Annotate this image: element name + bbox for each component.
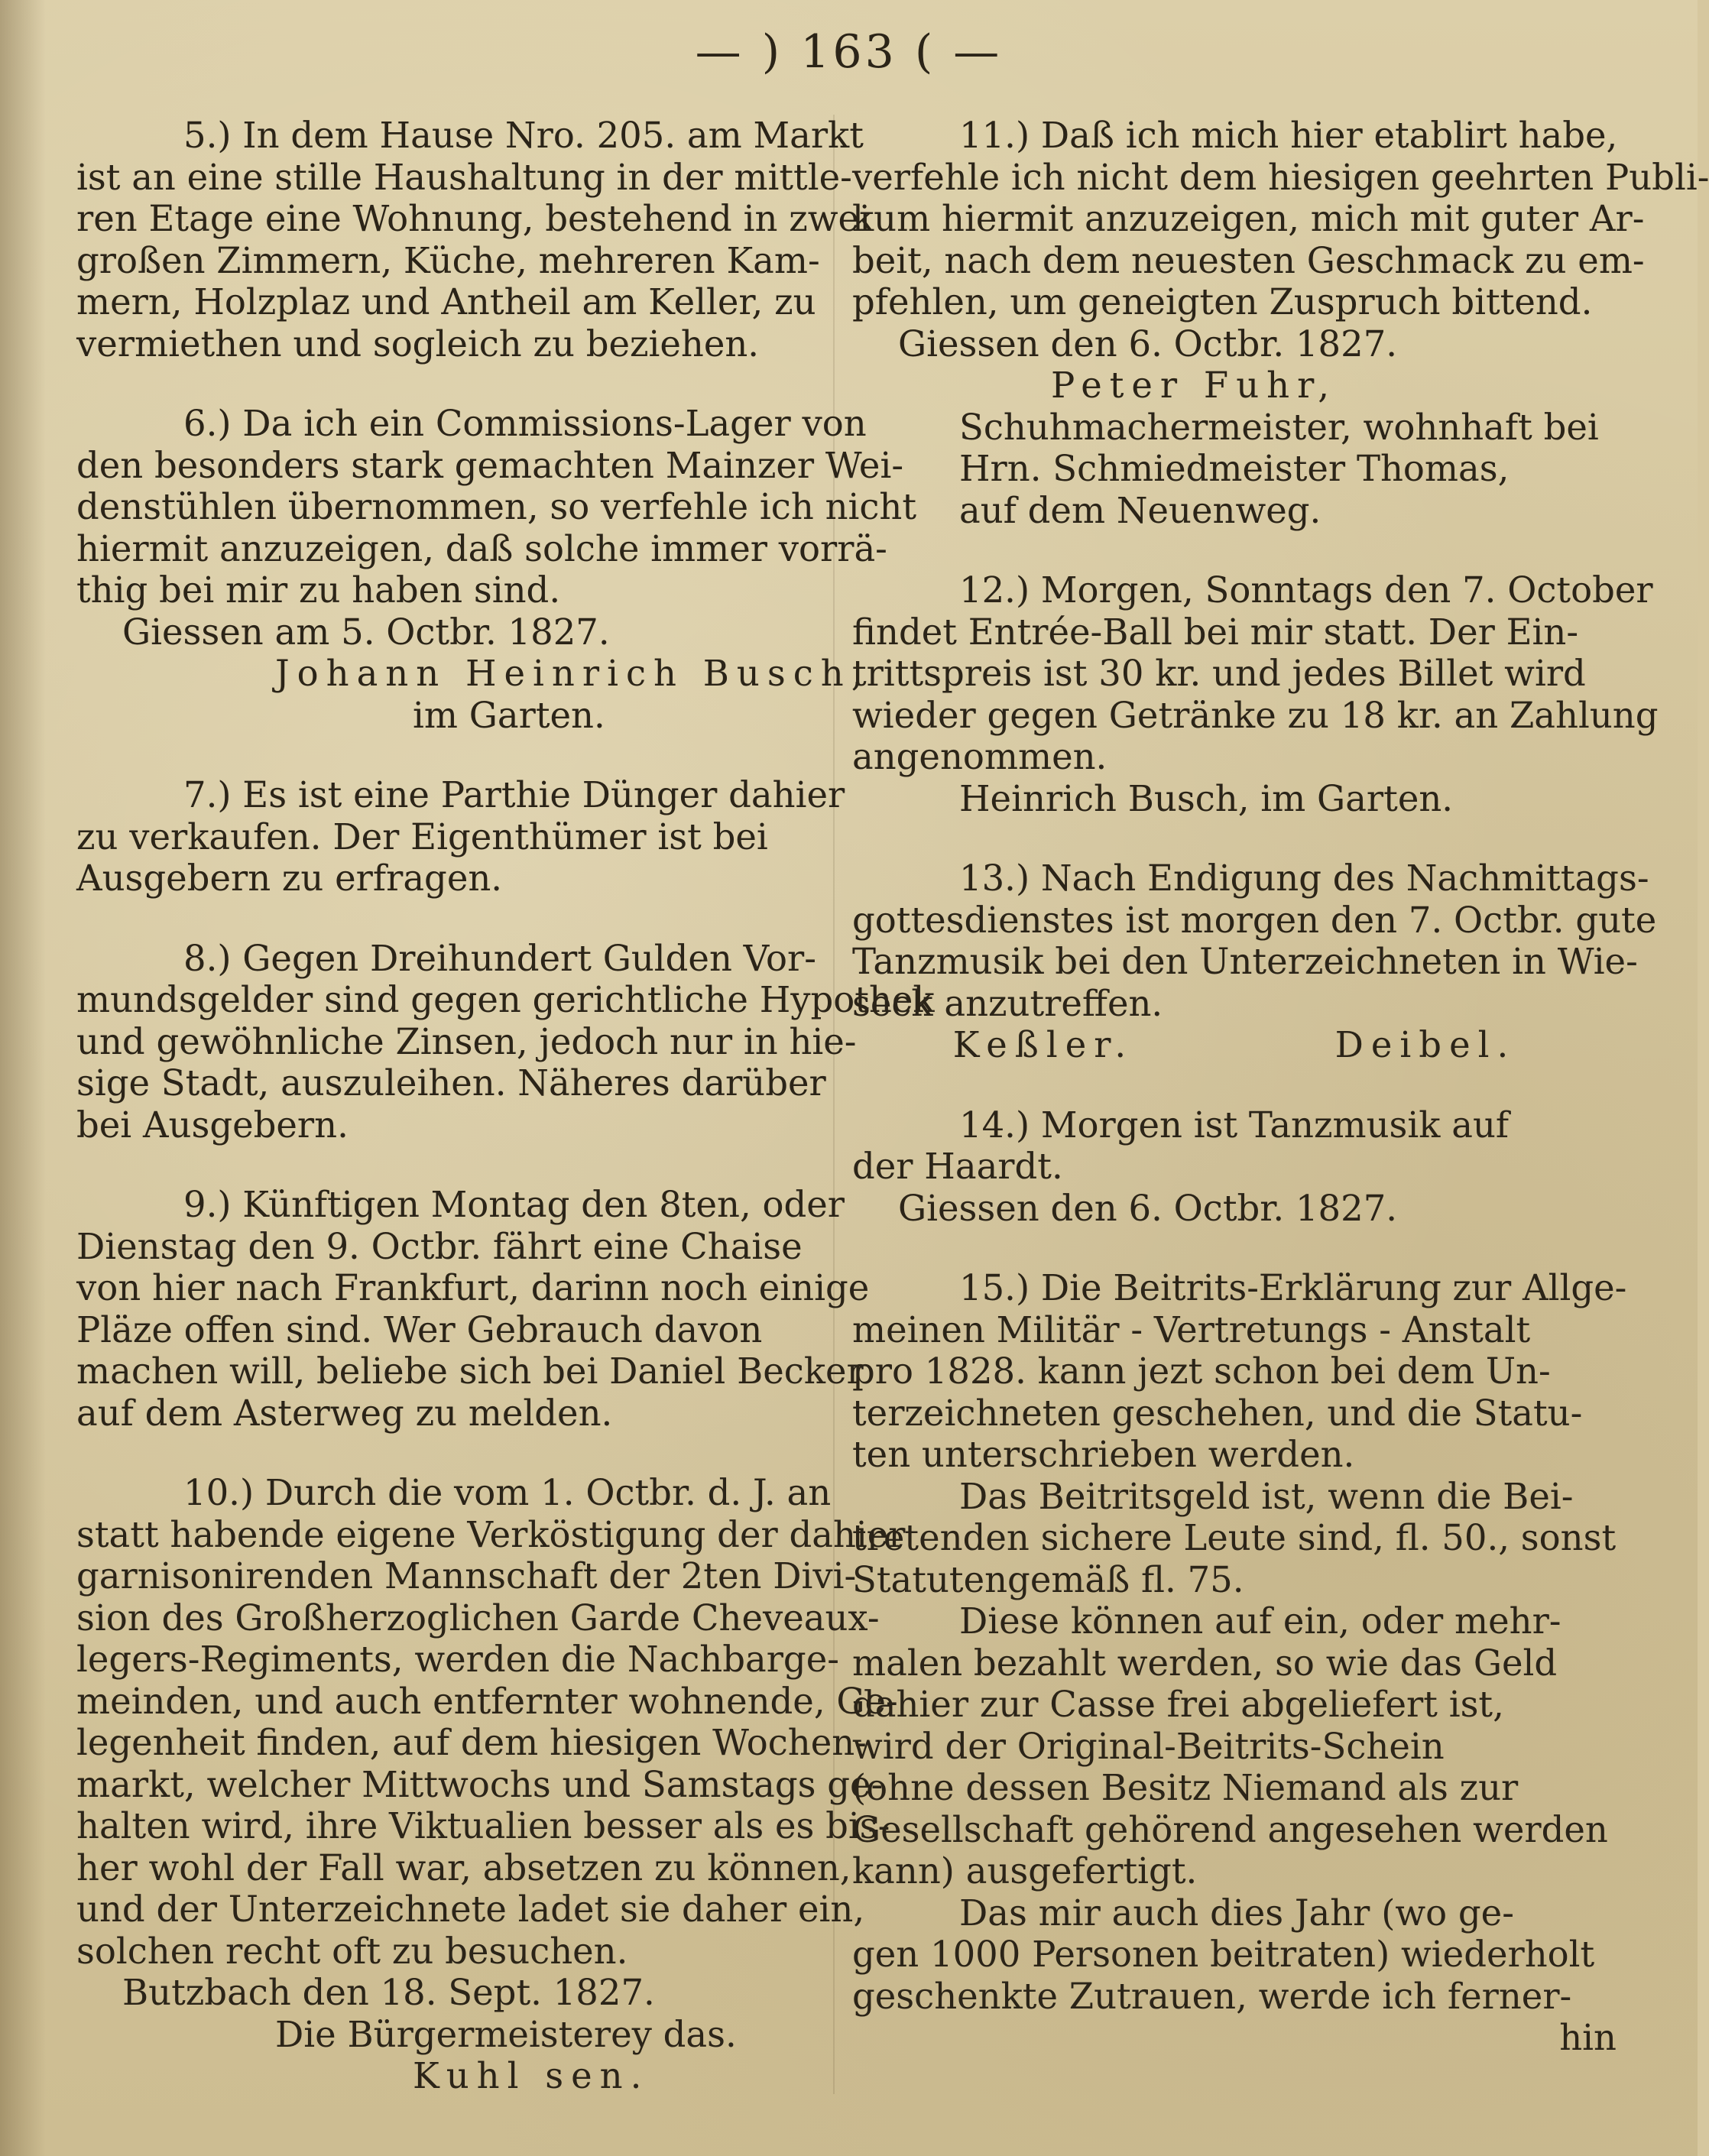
notice-line: ren Etage eine Wohnung, bestehend in zwei: [76, 198, 871, 239]
notice-line: vermiethen und sogleich zu beziehen.: [76, 323, 760, 365]
notice-line: den besonders stark gemachten Mainzer Wei-: [76, 444, 904, 486]
notice-line: Diese können auf ein, oder mehr-: [959, 1600, 1561, 1642]
notice-signature-line: Schuhmachermeister, wohnhaft bei: [959, 406, 1599, 448]
notice-line: statt habende eigene Verköstigung der dahier: [76, 1513, 906, 1555]
spacer: [852, 1066, 1617, 1104]
notice-line: (ohne dessen Besitz Niemand als zur: [852, 1767, 1519, 1808]
notice-line: legers-Regiments, werden die Nachbarge-: [76, 1639, 839, 1680]
notice-line: Ausgebern zu erfragen.: [76, 858, 503, 899]
notice-line: kann) ausgefertigt.: [852, 1850, 1198, 1892]
notice-line: gen 1000 Personen beitraten) wiederholt: [852, 1934, 1595, 1975]
notice-line: sige Stadt, auszuleihen. Näheres darüber: [76, 1062, 826, 1104]
notice-line: 12.) Morgen, Sonntags den 7. October: [959, 569, 1653, 611]
notice-line: thig bei mir zu haben sind.: [76, 569, 561, 611]
notice-line: meinen Militär - Vertretungs - Anstalt: [852, 1308, 1531, 1350]
notice-signature-line: auf dem Neuenweg.: [959, 489, 1321, 531]
notice-14: [852, 1104, 1617, 1230]
notice-line: seck anzutreffen.: [852, 982, 1163, 1024]
notice-line: her wohl der Fall war, absetzen zu können,: [76, 1846, 851, 1889]
notice-8: [76, 937, 935, 1146]
notice-line: mundsgelder sind gegen gerichtliche Hypothek: [76, 979, 935, 1020]
notice-5: [76, 115, 871, 365]
notice-line: denstühlen übernommen, so verfehle ich nicht: [76, 486, 917, 527]
notice-line: tretenden sichere Leute sind, fl. 50., sonst: [852, 1517, 1617, 1558]
notice-line: Pläze offen sind. Wer Gebrauch davon: [76, 1308, 763, 1350]
notice-line: auf dem Asterweg zu melden.: [76, 1392, 613, 1434]
notice-signature: Heinrich Busch, im Garten.: [959, 777, 1454, 819]
notice-signature-place: im Garten.: [413, 694, 605, 736]
notice-line: und gewöhnliche Zinsen, jedoch nur in hie-: [76, 1020, 857, 1062]
notice-line: legenheit finden, auf dem hiesigen Wochen-: [76, 1722, 867, 1763]
notice-line: 8.) Gegen Dreihundert Gulden Vor-: [183, 937, 816, 979]
notice-line: von hier nach Frankfurt, darinn noch einige: [76, 1267, 870, 1308]
notice-line: gottesdienstes ist morgen den 7. Octbr. gute: [852, 899, 1657, 941]
spacer: [852, 531, 1617, 569]
notice-signature-line: Hrn. Schmiedmeister Thomas,: [959, 448, 1510, 489]
right-column: [852, 115, 1709, 2059]
notice-9: [76, 1184, 870, 1434]
spacer: [852, 1229, 1617, 1267]
notice-line: dahier zur Casse frei abgeliefert ist,: [852, 1684, 1504, 1725]
notice-line: 14.) Morgen ist Tanzmusik auf: [959, 1104, 1510, 1146]
notice-line: Gesellschaft gehörend angesehen werden: [852, 1808, 1608, 1850]
notice-signatures: [852, 1024, 1617, 1066]
notice-date: Giessen den 6. Octbr. 1827.: [898, 323, 1398, 365]
left-column: [76, 115, 935, 2097]
notice-line: Statutengemäß fl. 75.: [852, 1558, 1244, 1600]
notice-line: meinden, und auch entfernter wohnende, Ge-: [76, 1680, 898, 1722]
notice-line: ist an eine stille Haushaltung in der mittle-: [76, 156, 852, 198]
signature-deibel: Deibel.: [1334, 1024, 1516, 1065]
notice-line: ten unterschrieben werden.: [852, 1434, 1355, 1475]
notice-line: bei Ausgebern.: [76, 1104, 349, 1146]
notice-date: Butzbach den 18. Sept. 1827.: [122, 1972, 655, 2013]
notice-line: 11.) Daß ich mich hier etablirt habe,: [959, 115, 1618, 156]
notice-line: Das Beitritsgeld ist, wenn die Bei-: [959, 1475, 1574, 1517]
notice-signature: Die Bürgermeisterey das.: [275, 2013, 737, 2055]
spacer: [76, 1434, 818, 1472]
notice-line: 6.) Da ich ein Commissions-Lager von: [183, 403, 867, 444]
notice-line: sion des Großherzoglichen Garde Cheveaux-: [76, 1597, 880, 1639]
notice-line: kum hiermit anzuzeigen, mich mit guter Ar-: [852, 198, 1645, 239]
notice-line: beit, nach dem neuesten Geschmack zu em-: [852, 239, 1645, 281]
notice-line: der Haardt.: [852, 1146, 1063, 1187]
notice-line: Dienstag den 9. Octbr. fährt eine Chaise: [76, 1225, 803, 1267]
notice-6: [76, 403, 917, 736]
notice-line: hiermit anzuzeigen, daß solche immer vorrä-: [76, 527, 887, 569]
notice-7: [76, 774, 845, 900]
notice-signature-name: Kuhl sen.: [413, 2055, 650, 2096]
page-number-header: — ) 163 ( —: [695, 25, 1003, 79]
notice-line: trittspreis ist 30 kr. und jedes Billet wird: [852, 653, 1586, 694]
notice-line: wird der Original-Beitrits-Schein: [852, 1725, 1445, 1767]
notice-line: Tanzmusik bei den Unterzeichneten in Wie-: [852, 941, 1638, 982]
notice-line: geschenkte Zutrauen, werde ich ferner-: [852, 1975, 1572, 2017]
signature-kessler: Keßler.: [952, 1024, 1134, 1065]
notice-line: pro 1828. kann jezt schon bei dem Un-: [852, 1350, 1551, 1392]
notice-line: terzeichneten geschehen, und die Statu-: [852, 1392, 1583, 1434]
spacer: [76, 736, 818, 774]
notice-line: findet Entrée-Ball bei mir statt. Der Ein-: [852, 611, 1579, 653]
notice-line: 9.) Künftigen Montag den 8ten, oder: [183, 1184, 845, 1225]
notice-line: pfehlen, um geneigten Zuspruch bittend.: [852, 281, 1593, 323]
notice-12: [852, 569, 1659, 819]
notice-13: [852, 858, 1657, 1066]
notice-11: [852, 115, 1709, 531]
notice-line: angenommen.: [852, 736, 1107, 777]
spacer: [76, 365, 818, 403]
notice-line: halten wird, ihre Viktualien besser als es bis-: [76, 1805, 890, 1846]
catchword: hin: [1559, 2017, 1617, 2058]
page-edge-shadow: [0, 0, 46, 2156]
notice-line: machen will, beliebe sich bei Daniel Becker: [76, 1350, 864, 1392]
spacer: [76, 1146, 818, 1184]
notice-line: großen Zimmern, Küche, mehreren Kam-: [76, 239, 820, 281]
notice-date: Giessen den 6. Octbr. 1827.: [898, 1187, 1398, 1229]
notice-line: solchen recht oft zu besuchen.: [76, 1930, 628, 1972]
notice-line: 7.) Es ist eine Parthie Dünger dahier: [183, 774, 845, 815]
spacer: [76, 900, 818, 938]
notice-line: Das mir auch dies Jahr (wo ge-: [959, 1892, 1514, 1934]
notice-line: 13.) Nach Endigung des Nachmittags-: [959, 858, 1649, 899]
notice-line: markt, welcher Mittwochs und Samstags ge-: [76, 1763, 884, 1805]
notice-line: 10.) Durch die vom 1. Octbr. d. J. an: [183, 1472, 832, 1513]
notice-10: [76, 1472, 906, 2097]
notice-line: 5.) In dem Hause Nro. 205. am Markt: [183, 115, 864, 156]
notice-line: 15.) Die Beitrits-Erklärung zur Allge-: [959, 1267, 1627, 1308]
notice-signature: Johann Heinrich Busch,: [275, 653, 871, 694]
notice-line: zu verkaufen. Der Eigenthümer ist bei: [76, 815, 768, 858]
notice-line: mern, Holzplaz und Antheil am Keller, zu: [76, 281, 816, 323]
spacer: [852, 819, 1617, 858]
notice-15: [852, 1267, 1627, 2059]
notice-signature: Peter Fuhr,: [1051, 365, 1337, 406]
notice-line: garnisonirenden Mannschaft der 2ten Divi-: [76, 1555, 857, 1597]
notice-line: verfehle ich nicht dem hiesigen geehrten Publi-: [852, 156, 1709, 198]
notice-line: und der Unterzeichnete ladet sie daher ein,: [76, 1889, 865, 1930]
notice-line: malen bezahlt werden, so wie das Geld: [852, 1642, 1558, 1684]
notice-date: Giessen am 5. Octbr. 1827.: [122, 611, 610, 653]
notice-line: wieder gegen Getränke zu 18 kr. an Zahlung: [852, 694, 1659, 736]
